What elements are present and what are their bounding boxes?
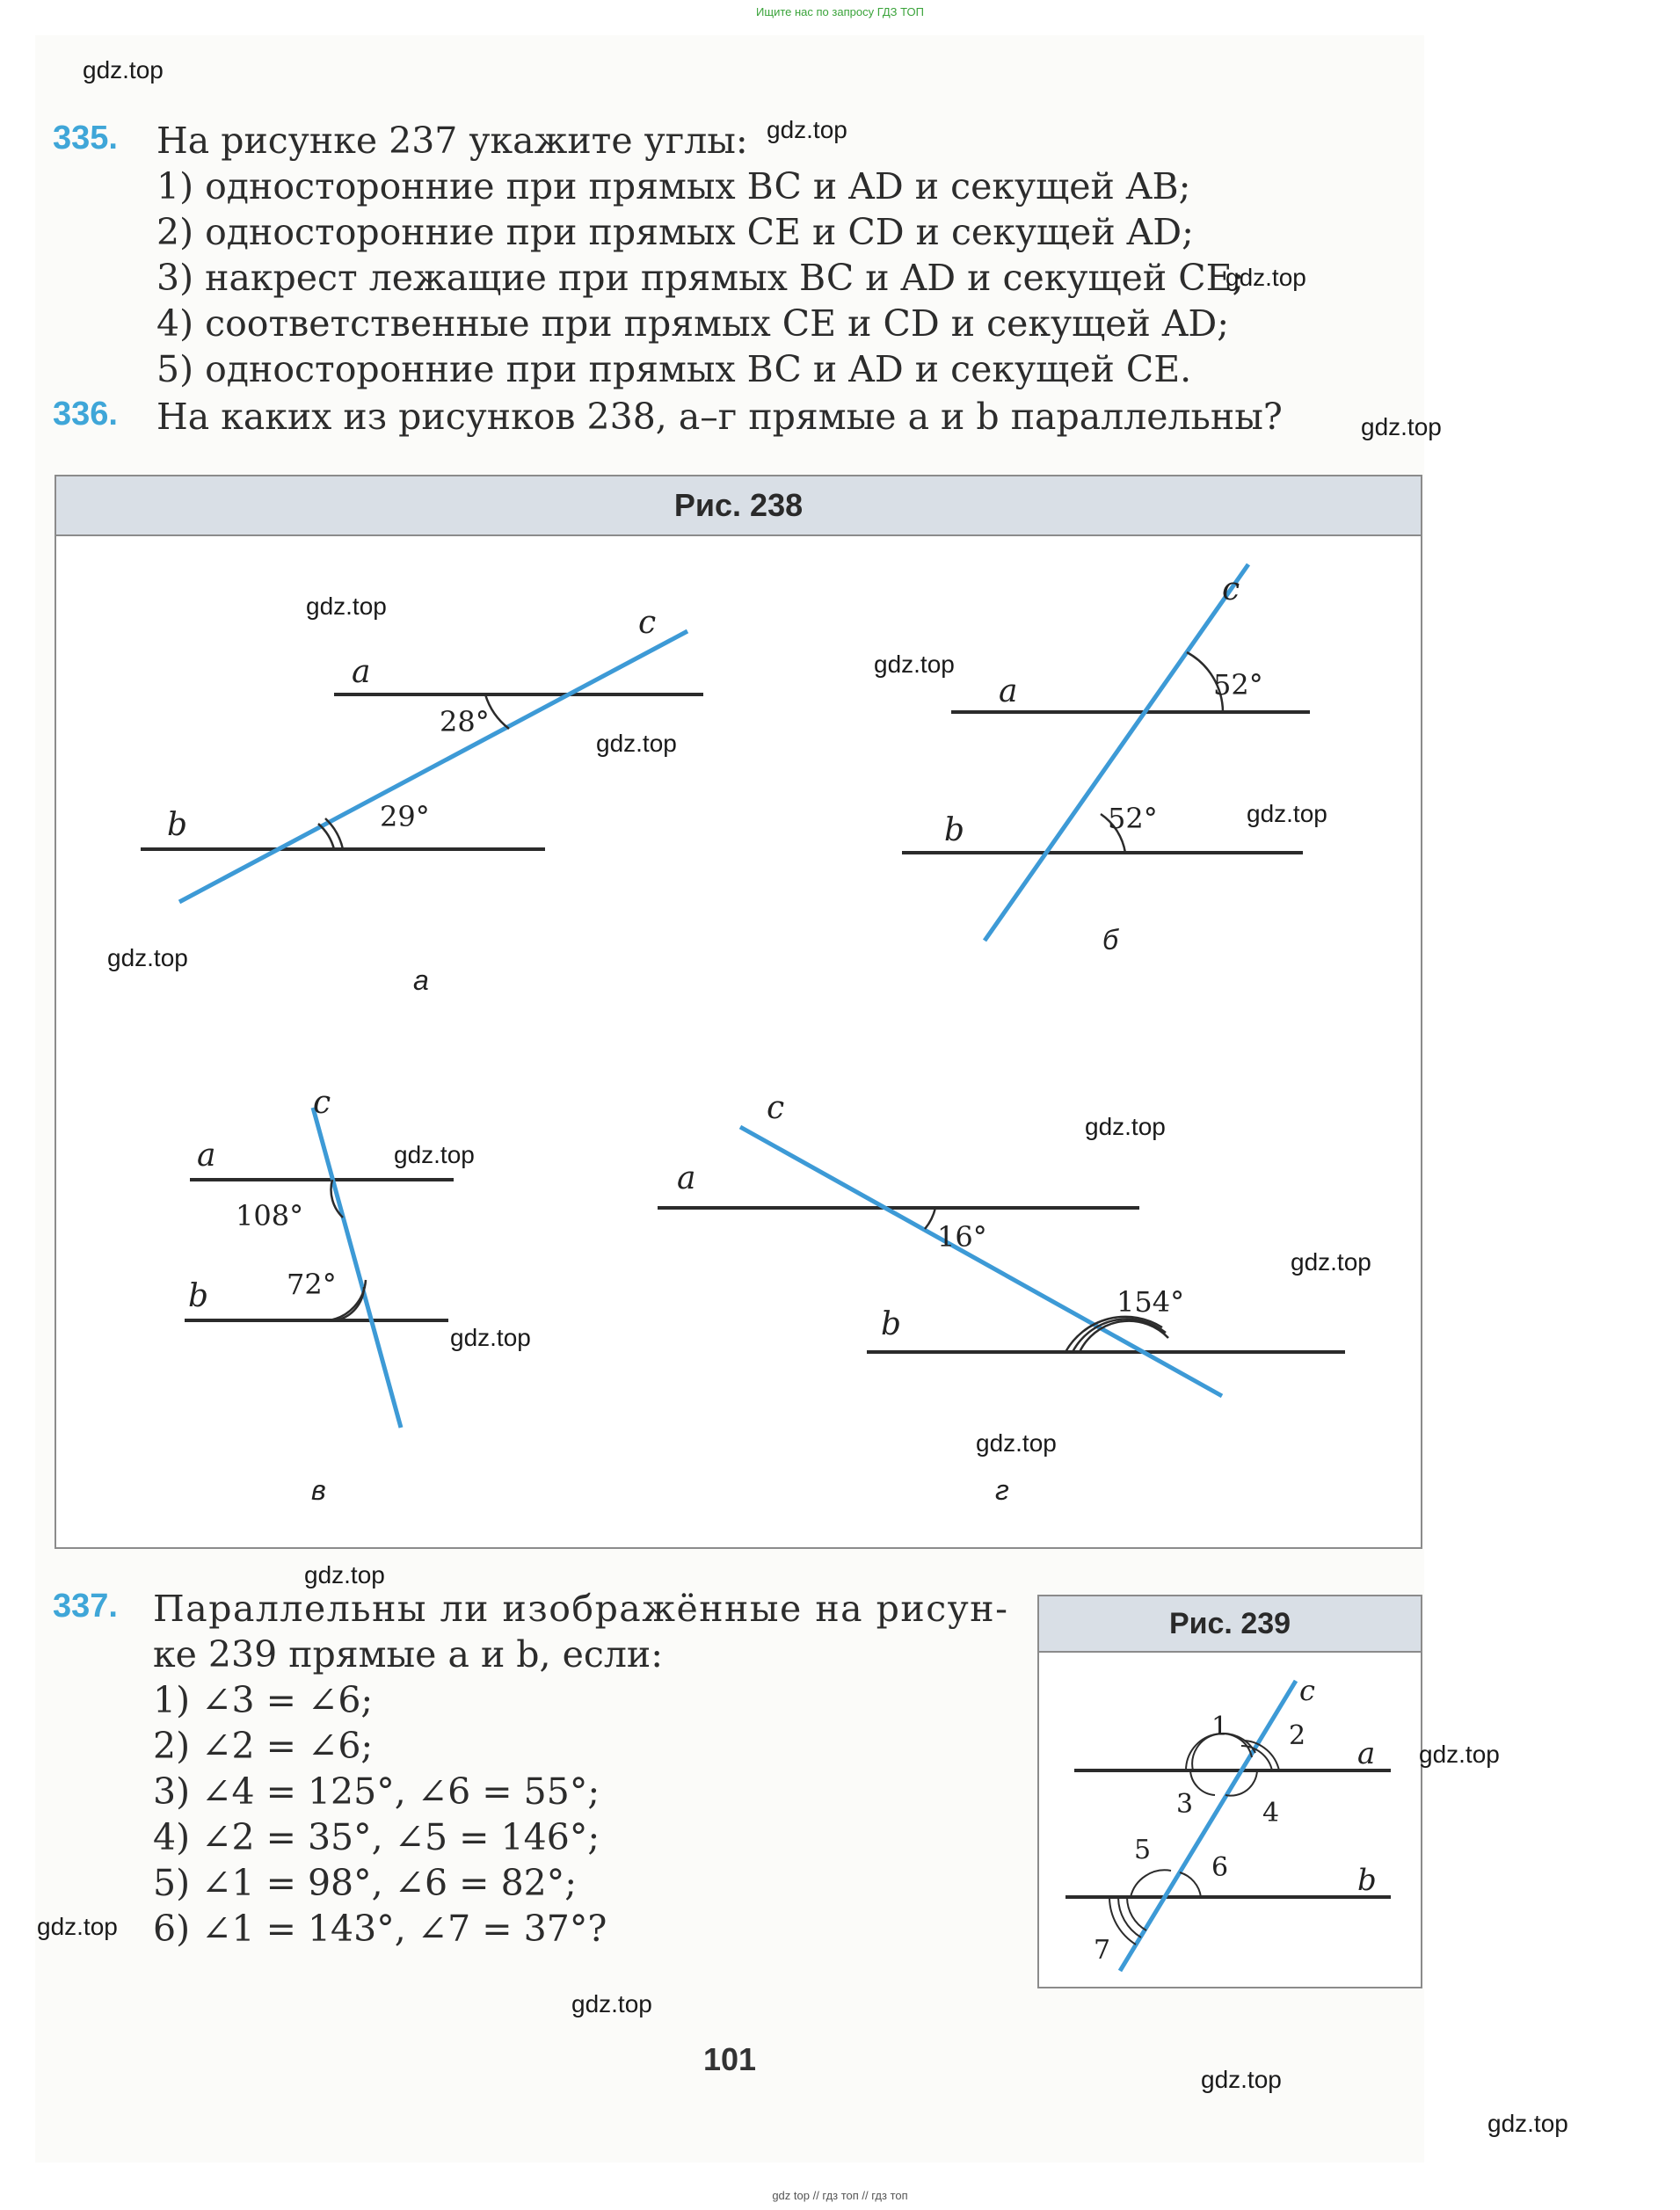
figure-239-title: Рис. 239 (1039, 1596, 1421, 1653)
fig239-angle-5: 5 (1134, 1835, 1152, 1865)
fig239-angle-2: 2 (1289, 1720, 1306, 1751)
watermark: gdz.top (1225, 264, 1306, 291)
panel-v-label-b: b (188, 1278, 209, 1314)
panel-g-angle-154: 154° (1116, 1285, 1185, 1319)
watermark: gdz.top (1361, 413, 1442, 440)
watermark: gdz.top (306, 592, 387, 620)
page-number: 101 (703, 2041, 757, 2077)
problem-337-number: 337. (53, 1588, 118, 1625)
panel-a-label-c: c (638, 605, 657, 641)
watermark: gdz.top (83, 56, 164, 84)
fig239-angle-4: 4 (1262, 1798, 1280, 1828)
watermark: gdz.top (1487, 2110, 1568, 2137)
watermark: gdz.top (107, 944, 188, 971)
problem-337-item-3: 3) ∠4 = 125°, ∠6 = 55°; (153, 1770, 600, 1813)
panel-a (141, 605, 703, 996)
figure-238-title: Рис. 238 (56, 476, 1421, 536)
problem-337-item-6: 6) ∠1 = 143°, ∠7 = 37°? (153, 1908, 607, 1950)
watermark: gdz.top (450, 1324, 531, 1351)
problem-335-item-4: 4) соответственные при прямых CE и CD и секущей AD; (156, 302, 1230, 345)
problem-337-item-5: 5) ∠1 = 98°, ∠6 = 82°; (153, 1862, 578, 1904)
problem-337-item-1: 1) ∠3 = ∠6; (153, 1679, 374, 1721)
watermark: gdz.top (596, 730, 677, 757)
watermark: gdz.top (37, 1913, 118, 1940)
panel-b-secant (985, 564, 1248, 941)
figure-238-drawing (56, 476, 1421, 1547)
watermark: gdz.top (1247, 800, 1327, 827)
figure-238 (55, 475, 1422, 1549)
panel-g-label-a: a (677, 1160, 696, 1196)
fig239-arc-6 (1180, 1872, 1201, 1897)
problem-335-item-2: 2) односторонние при прямых CE и CD и секущей AD; (156, 211, 1194, 253)
fig239-angle-3: 3 (1176, 1789, 1194, 1820)
panel-v-label-c: c (313, 1085, 331, 1121)
panel-b (902, 564, 1310, 956)
panel-v-arc-72a (336, 1287, 364, 1320)
top-banner: Ищите нас по запросу ГДЗ ТОП (756, 5, 924, 18)
watermark: gdz.top (1201, 2066, 1282, 2093)
panel-a-angle-28: 28° (440, 705, 490, 738)
problem-335-item-1: 1) односторонние при прямых BC и AD и секущей AB; (156, 165, 1191, 207)
fig239-arc-7a (1127, 1897, 1146, 1930)
panel-b-label-c: c (1222, 571, 1240, 607)
panel-v-angle-108: 108° (236, 1199, 304, 1232)
bottom-banner: gdz top // гдз топ // гдз топ (772, 2189, 908, 2202)
panel-b-caption: б (1102, 924, 1118, 956)
problem-337-item-2: 2) ∠2 = ∠6; (153, 1725, 374, 1767)
panel-a-label-a: a (352, 654, 371, 690)
panel-a-angle-29: 29° (380, 800, 430, 833)
panel-b-label-b: b (944, 812, 965, 848)
panel-g-arc-16 (925, 1208, 935, 1229)
watermark: gdz.top (976, 1429, 1057, 1457)
panel-g-label-b: b (881, 1306, 902, 1342)
panel-g-angle-16: 16° (937, 1220, 987, 1254)
problem-335-item-3: 3) накрест лежащие при прямых BC и AD и секущей CE; (156, 257, 1245, 299)
panel-v-angle-72: 72° (287, 1268, 337, 1301)
panel-v-caption: в (311, 1474, 326, 1506)
figure-239-drawing (1039, 1596, 1421, 1987)
panel-b-angle-1: 52° (1213, 668, 1263, 702)
panel-b-angle-2: 52° (1108, 802, 1158, 835)
problem-337-item-4: 4) ∠2 = 35°, ∠5 = 146°; (153, 1816, 600, 1858)
watermark: gdz.top (304, 1561, 385, 1588)
panel-g-secant (740, 1127, 1222, 1396)
problem-336-text: На каких из рисунков 238, а–г прямые a и b параллельны? (156, 396, 1283, 438)
problem-335-intro: На рисунке 237 укажите углы: (156, 120, 748, 162)
panel-a-caption: а (413, 964, 429, 996)
watermark: gdz.top (571, 1990, 652, 2017)
panel-g-label-c: c (767, 1090, 785, 1126)
fig239-angle-6: 6 (1211, 1852, 1229, 1883)
problem-335-number: 335. (53, 120, 118, 156)
fig239-label-a: a (1357, 1736, 1376, 1771)
panel-v-label-a: a (197, 1138, 216, 1174)
watermark: gdz.top (767, 116, 847, 143)
watermark: gdz.top (1419, 1741, 1500, 1768)
panel-g-caption: г (995, 1474, 1009, 1506)
problem-337-text-line-1: Параллельны ли изображённые на рисун- (153, 1588, 1009, 1630)
problem-336-number: 336. (53, 396, 118, 433)
fig239-label-c: c (1299, 1674, 1315, 1707)
watermark: gdz.top (874, 651, 955, 678)
watermark: gdz.top (394, 1141, 475, 1168)
problem-335-item-5: 5) односторонние при прямых BC и AD и секущей CE. (156, 348, 1192, 390)
panel-g-arc-154b (1073, 1319, 1166, 1352)
fig239-arc-3 (1190, 1770, 1215, 1795)
fig239-arc-7c (1109, 1897, 1136, 1945)
fig239-label-b: b (1357, 1863, 1377, 1898)
watermark: gdz.top (1085, 1113, 1166, 1140)
fig239-angle-7: 7 (1094, 1935, 1111, 1966)
panel-a-secant (179, 631, 687, 902)
fig239-angle-1: 1 (1211, 1712, 1229, 1742)
figure-239 (1037, 1595, 1422, 1988)
panel-a-label-b: b (167, 807, 188, 843)
watermark: gdz.top (1291, 1248, 1371, 1276)
problem-337-text-line-2: ке 239 прямые a и b, если: (153, 1633, 664, 1676)
panel-b-label-a: a (999, 673, 1018, 709)
